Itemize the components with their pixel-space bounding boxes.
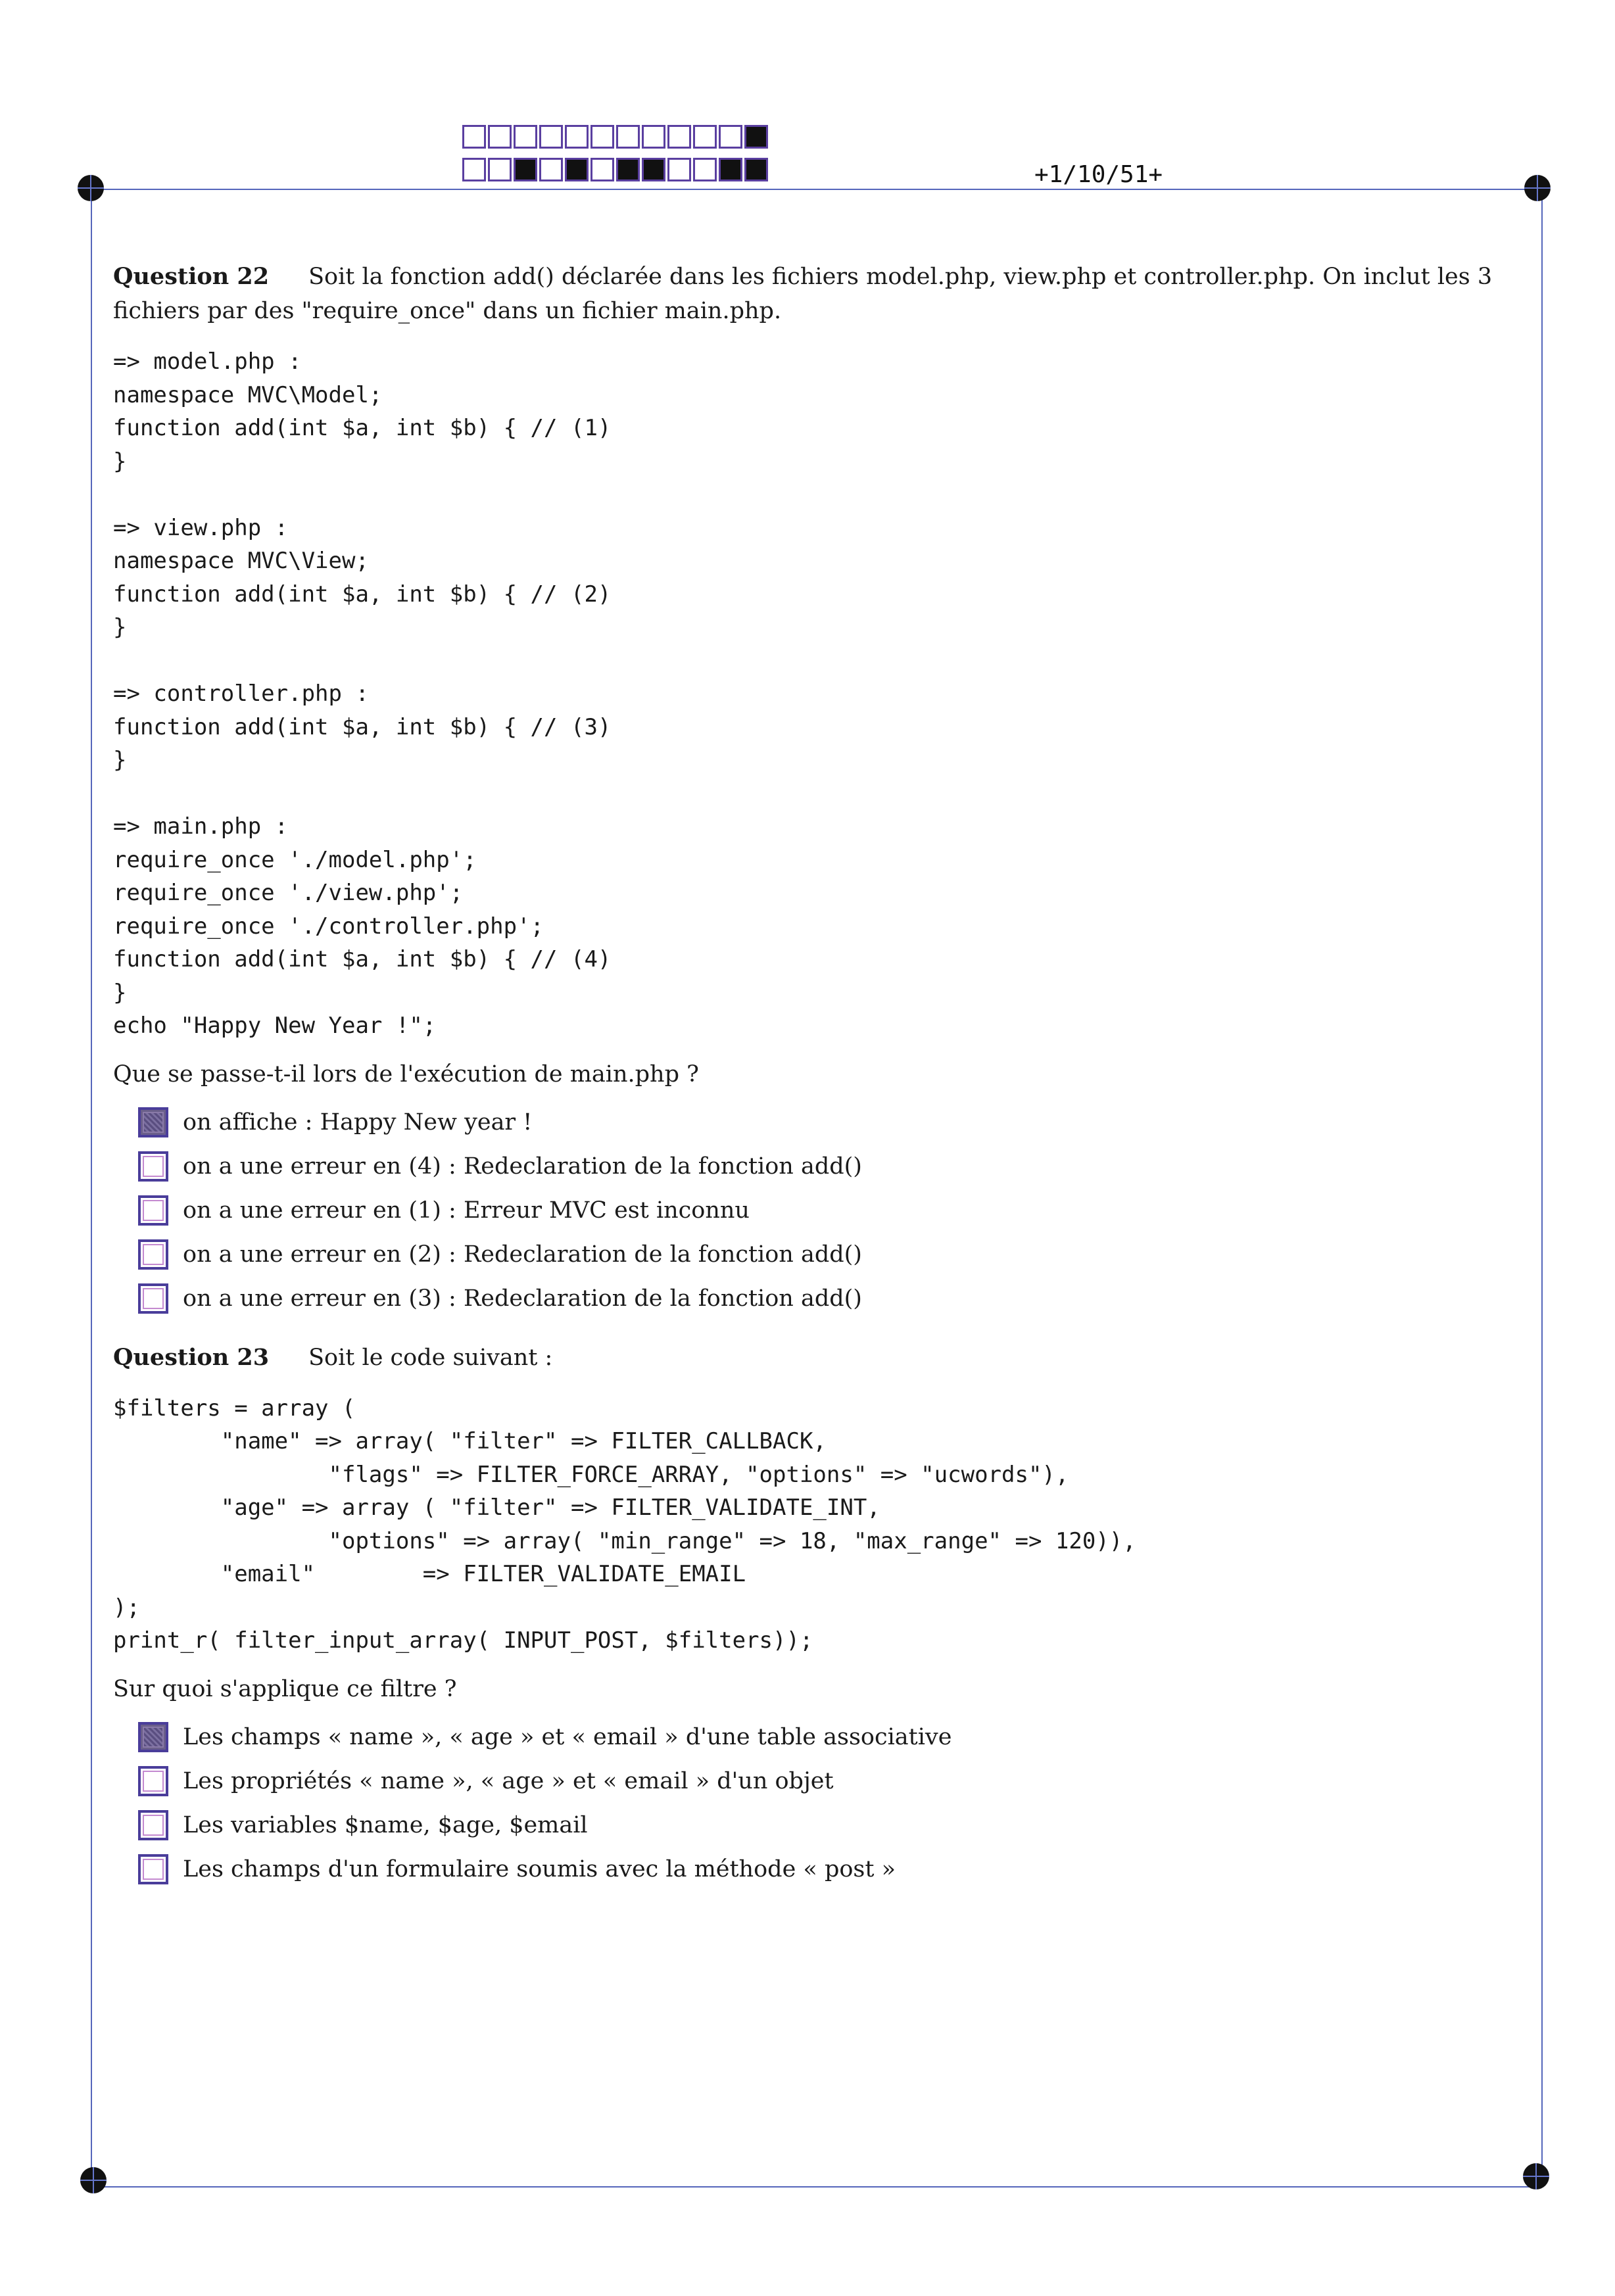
answer-choice[interactable]: [138, 1233, 1520, 1277]
answer-choice[interactable]: [138, 1759, 1520, 1804]
id-grid-cell: [744, 158, 768, 181]
answer-label: on a une erreur en (1) : Erreur MVC est inconnu: [183, 1197, 750, 1224]
id-grid-row-2: [462, 158, 770, 181]
id-grid-cell: [591, 125, 614, 149]
id-grid-cell: [565, 125, 589, 149]
id-grid-cell: [514, 125, 537, 149]
answer-label: Les propriétés « name », « age » et « email » d'un objet: [183, 1768, 834, 1794]
question-23-intro: Soit le code suivant :: [308, 1344, 553, 1371]
answer-choice[interactable]: [138, 1189, 1520, 1233]
id-grid-cell: [539, 125, 563, 149]
checkbox[interactable]: [138, 1854, 168, 1884]
id-grid-cell: [591, 158, 614, 181]
id-grid-cell: [719, 125, 742, 149]
id-grid-row-1: [462, 125, 770, 149]
checkbox[interactable]: [138, 1239, 168, 1270]
question-22-header: [113, 260, 1520, 328]
question-22: [113, 260, 1520, 1321]
answer-choice[interactable]: [138, 1145, 1520, 1189]
id-grid-cell: [667, 125, 691, 149]
question-23: [113, 1341, 1520, 1892]
registration-mark-top-right: [1524, 175, 1551, 201]
answer-choice[interactable]: [138, 1715, 1520, 1759]
id-grid-cell: [719, 158, 742, 181]
question-22-title: Question 22: [113, 263, 270, 290]
answer-label: Les variables $name, $age, $email: [183, 1812, 588, 1838]
registration-mark-top-left: [78, 175, 104, 201]
id-grid-cell: [642, 158, 665, 181]
id-grid-cell: [539, 158, 563, 181]
answer-label: on affiche : Happy New year !: [183, 1109, 533, 1136]
registration-mark-bottom-right: [1523, 2163, 1549, 2189]
id-grid-cell: [488, 158, 512, 181]
answer-choice[interactable]: [138, 1804, 1520, 1848]
checkbox[interactable]: [138, 1283, 168, 1314]
page-code: +1/10/51+: [1034, 161, 1163, 188]
id-grid-cell: [565, 158, 589, 181]
id-grid-cell: [693, 158, 717, 181]
answer-label: Les champs « name », « age » et « email » d'une table associative: [183, 1724, 952, 1750]
id-grid-cell: [462, 125, 486, 149]
question-23-prompt: Sur quoi s'applique ce filtre ?: [113, 1675, 457, 1702]
question-23-choices: [138, 1715, 1520, 1892]
id-grid-cell: [616, 125, 640, 149]
id-grid-cell: [744, 125, 768, 149]
checkbox[interactable]: [138, 1810, 168, 1840]
checkbox[interactable]: [138, 1151, 168, 1182]
checkbox[interactable]: [138, 1766, 168, 1796]
answer-label: on a une erreur en (3) : Redeclaration de la fonction add(): [183, 1285, 862, 1312]
registration-mark-bottom-left: [80, 2167, 107, 2193]
id-grid-cell: [642, 125, 665, 149]
checked-checkbox[interactable]: [138, 1722, 168, 1752]
question-22-intro: Soit la fonction add() déclarée dans les fichiers model.php, view.php et controller.php. On inclut les 3 fichiers par des "require_once" dans un fichier main.php.: [113, 264, 1493, 324]
question-22-prompt: Que se passe-t-il lors de l'exécution de main.php ?: [113, 1061, 699, 1088]
content: [113, 260, 1520, 1892]
id-grid-cell: [616, 158, 640, 181]
question-23-title: Question 23: [113, 1343, 270, 1371]
question-23-header: [113, 1341, 1520, 1375]
id-grid-cell: [514, 158, 537, 181]
id-grid-cell: [462, 158, 486, 181]
id-grid-cell: [667, 158, 691, 181]
question-23-code: $filters = array ( "name" => array( "filter" => FILTER_CALLBACK, "flags" => FILTER_FORCE_ARRAY, "options" => "ucwords"), "age" => array ( "filter" => FILTER_VALIDATE_INT, "options" => array( "min_range" => 18, "max_range" => 120)), "email" => FILTER_VALIDATE_EMAIL ); print_r( filter_input_array( INPUT_POST, $filters));: [113, 1395, 1136, 1654]
answer-label: on a une erreur en (4) : Redeclaration de la fonction add(): [183, 1153, 862, 1180]
answer-choice[interactable]: [138, 1848, 1520, 1892]
question-22-code: => model.php : namespace MVC\Model; function add(int $a, int $b) { // (1) } => view.php : namespace MVC\View; function add(int $a, int $b) { // (2) } => controller.php : function add(int $a, int $b) { // (3) } => main.php : require_once './model.php'; require_once './view.php'; require_once './controller.php'; function add(int $a, int $b) { // (4) } echo "Happy New Year !";: [113, 348, 612, 1039]
id-grid-cell: [693, 125, 717, 149]
id-grid-cell: [488, 125, 512, 149]
answer-label: on a une erreur en (2) : Redeclaration de la fonction add(): [183, 1241, 862, 1268]
checked-checkbox[interactable]: [138, 1107, 168, 1137]
question-22-choices: [138, 1101, 1520, 1321]
answer-choice[interactable]: [138, 1101, 1520, 1145]
checkbox[interactable]: [138, 1195, 168, 1226]
answer-label: Les champs d'un formulaire soumis avec la méthode « post »: [183, 1856, 896, 1882]
answer-choice[interactable]: [138, 1277, 1520, 1321]
